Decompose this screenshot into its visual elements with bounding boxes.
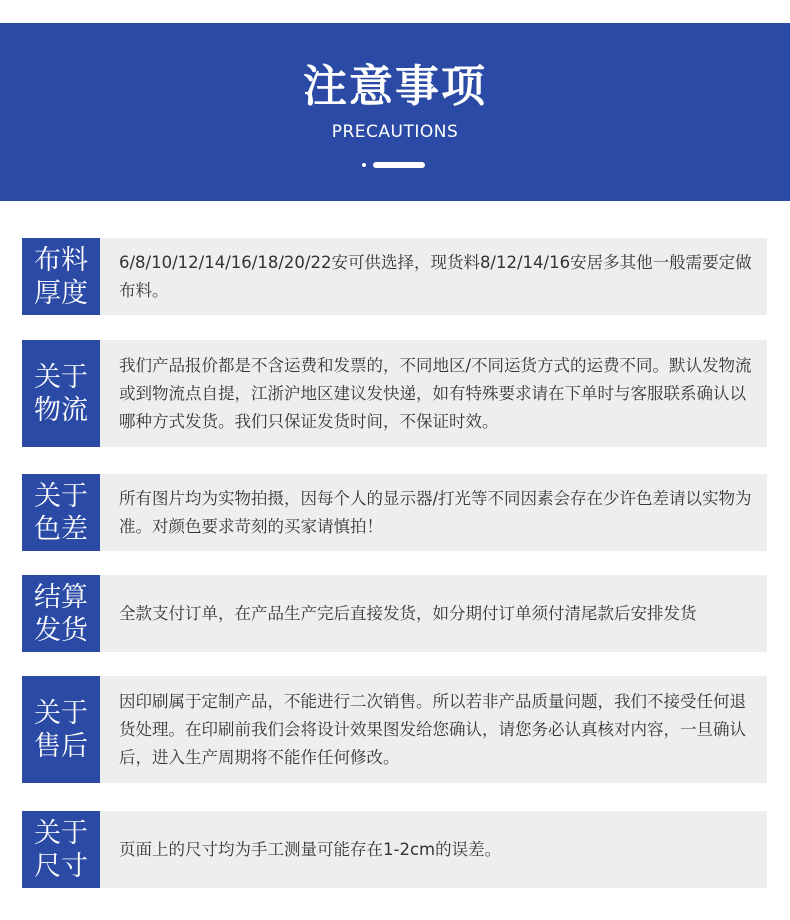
notice-label-line2: 发货 — [34, 614, 88, 646]
notice-item-after-sales — [22, 676, 767, 783]
notice-text-content: 所有图片均为实物拍摄，因每个人的显示器/打光等不同因素会存在少许色差请以实物为准。对颜色要求苛刻的买家请慎拍！ — [119, 488, 752, 536]
notice-label — [22, 474, 100, 551]
notice-label-line1: 关于 — [34, 697, 88, 729]
divider-bar — [373, 162, 425, 168]
notice-text — [119, 811, 753, 888]
notice-item-fabric-thickness — [22, 238, 767, 315]
page-subtitle: PRECAUTIONS — [331, 122, 459, 142]
notice-text-content: 页面上的尺寸均为手工测量可能存在1-2cm的误差。 — [119, 839, 502, 859]
notice-label-line1: 关于 — [34, 361, 88, 393]
notice-label — [22, 238, 100, 315]
notice-label — [22, 676, 100, 783]
divider-dot — [362, 163, 366, 167]
notice-label-line1: 关于 — [34, 480, 88, 512]
notice-label-line2: 厚度 — [34, 277, 88, 309]
notice-text — [119, 238, 753, 315]
notice-text — [119, 474, 753, 551]
notice-item-color-difference — [22, 474, 767, 551]
notice-label — [22, 340, 100, 447]
notice-text — [119, 676, 753, 783]
title-divider — [362, 161, 432, 169]
notice-label-line2: 售后 — [34, 730, 88, 762]
notice-label-line2: 物流 — [34, 394, 88, 426]
notice-label-line1: 结算 — [34, 581, 88, 613]
page-title: 注意事项 — [303, 61, 487, 112]
notice-label-line2: 色差 — [34, 513, 88, 545]
notice-label — [22, 811, 100, 888]
notice-label-line1: 布料 — [34, 244, 88, 276]
notice-item-logistics — [22, 340, 767, 447]
notice-text — [119, 575, 753, 652]
notice-text-content: 我们产品报价都是不含运费和发票的，不同地区/不同运货方式的运费不同。默认发物流或到物流点自提，江浙沪地区建议发快递，如有特殊要求请在下单时与客服联系确认以哪种方式发货。我们只保证发货时间，不保证时效。 — [119, 355, 752, 431]
notice-text-content: 全款支付订单，在产品生产完后直接发货，如分期付订单须付清尾款后安排发货 — [119, 603, 697, 623]
header-banner — [0, 23, 790, 201]
notice-item-size — [22, 811, 767, 888]
notice-text-content: 因印刷属于定制产品，不能进行二次销售。所以若非产品质量问题，我们不接受任何退货处理。在印刷前我们会将设计效果图发给您确认，请您务必认真核对内容，一旦确认后，进入生产周期将不能作任何修改。 — [119, 691, 746, 767]
notice-text-content: 6/8/10/12/14/16/18/20/22安可供选择，现货料8/12/14/16安居多其他一般需要定做布料。 — [119, 252, 752, 300]
notice-label-line1: 关于 — [34, 817, 88, 849]
notice-label — [22, 575, 100, 652]
notice-label-line2: 尺寸 — [34, 850, 88, 882]
notice-text — [119, 340, 753, 447]
notice-item-payment-shipping — [22, 575, 767, 652]
